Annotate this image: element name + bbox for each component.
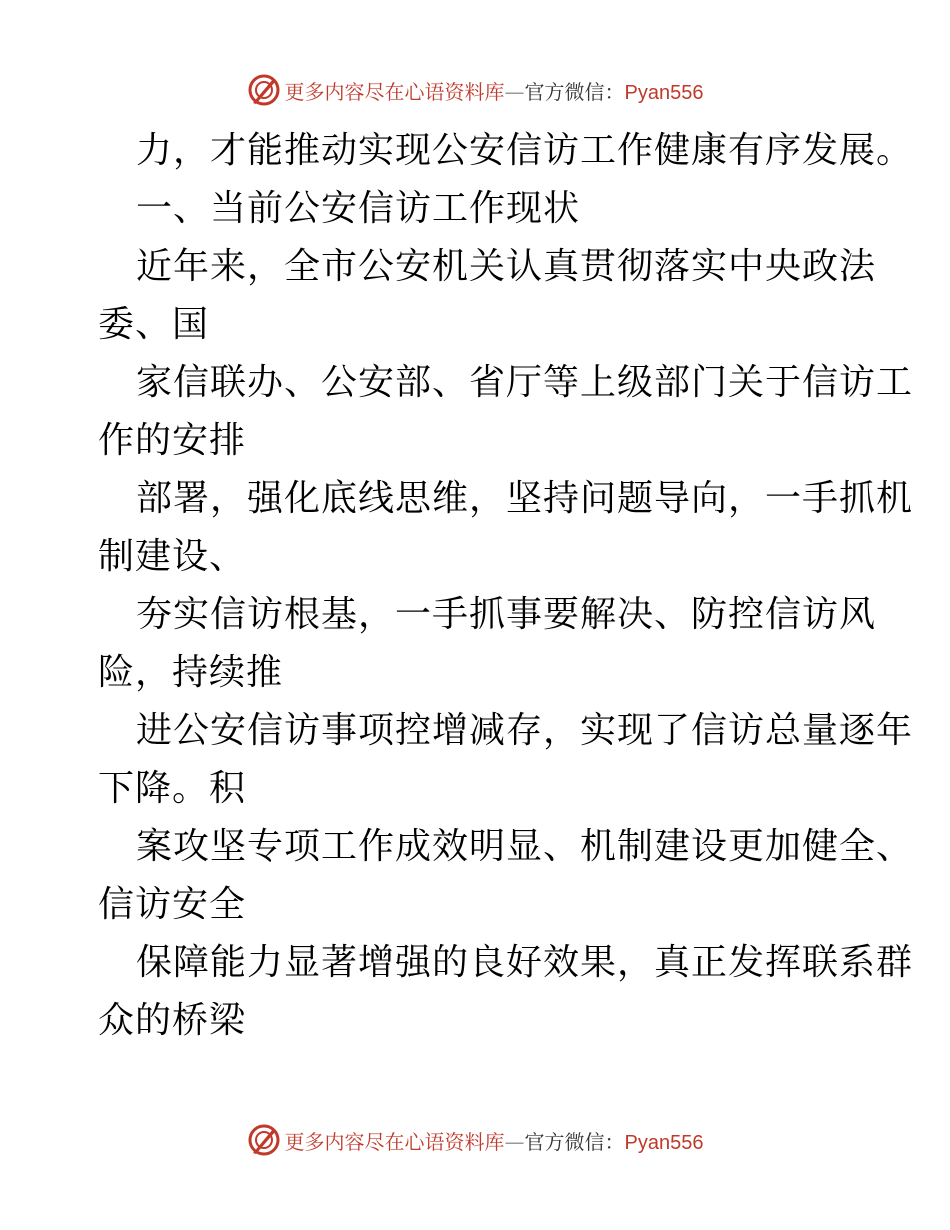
header-watermark-text: 更多内容尽在心语资料库—官方微信：Pyan556	[284, 79, 704, 104]
text-line: 进公安信访事项控增减存，实现了信访总量逐年	[136, 710, 914, 751]
text-line: 近年来，全市公安机关认真贯彻落实中央政法	[136, 246, 877, 287]
text-line: 众的桥梁	[98, 1000, 247, 1041]
text-line: 委、国	[98, 304, 210, 345]
text-line: 作的安排	[98, 420, 247, 461]
header-watermark-banner	[0, 70, 950, 110]
footer-watermark-text: 更多内容尽在心语资料库—官方微信：Pyan556	[284, 1129, 704, 1154]
text-line: 案攻坚专项工作成效明显、机制建设更加健全、	[136, 826, 914, 867]
quill-logo-icon	[247, 73, 281, 107]
text-line: 制建设、	[98, 536, 247, 577]
footer-watermark-banner	[0, 1120, 950, 1160]
text-line: 力，才能推动实现公安信访工作健康有序发展。	[136, 130, 914, 171]
document-body	[0, 122, 950, 1050]
text-line: 保障能力显著增强的良好效果，真正发挥联系群	[136, 942, 914, 983]
text-line: 家信联办、公安部、省厅等上级部门关于信访工	[136, 362, 914, 403]
text-line: 夯实信访根基，一手抓事要解决、防控信访风	[136, 594, 877, 635]
text-line: 险，持续推	[98, 652, 284, 693]
text-line: 信访安全	[98, 884, 247, 925]
quill-logo-icon	[247, 1123, 281, 1157]
text-line: 部署，强化底线思维，坚持问题导向，一手抓机	[136, 478, 914, 519]
text-line: 下降。积	[98, 768, 247, 809]
section-heading: 一、当前公安信访工作现状	[136, 188, 581, 229]
